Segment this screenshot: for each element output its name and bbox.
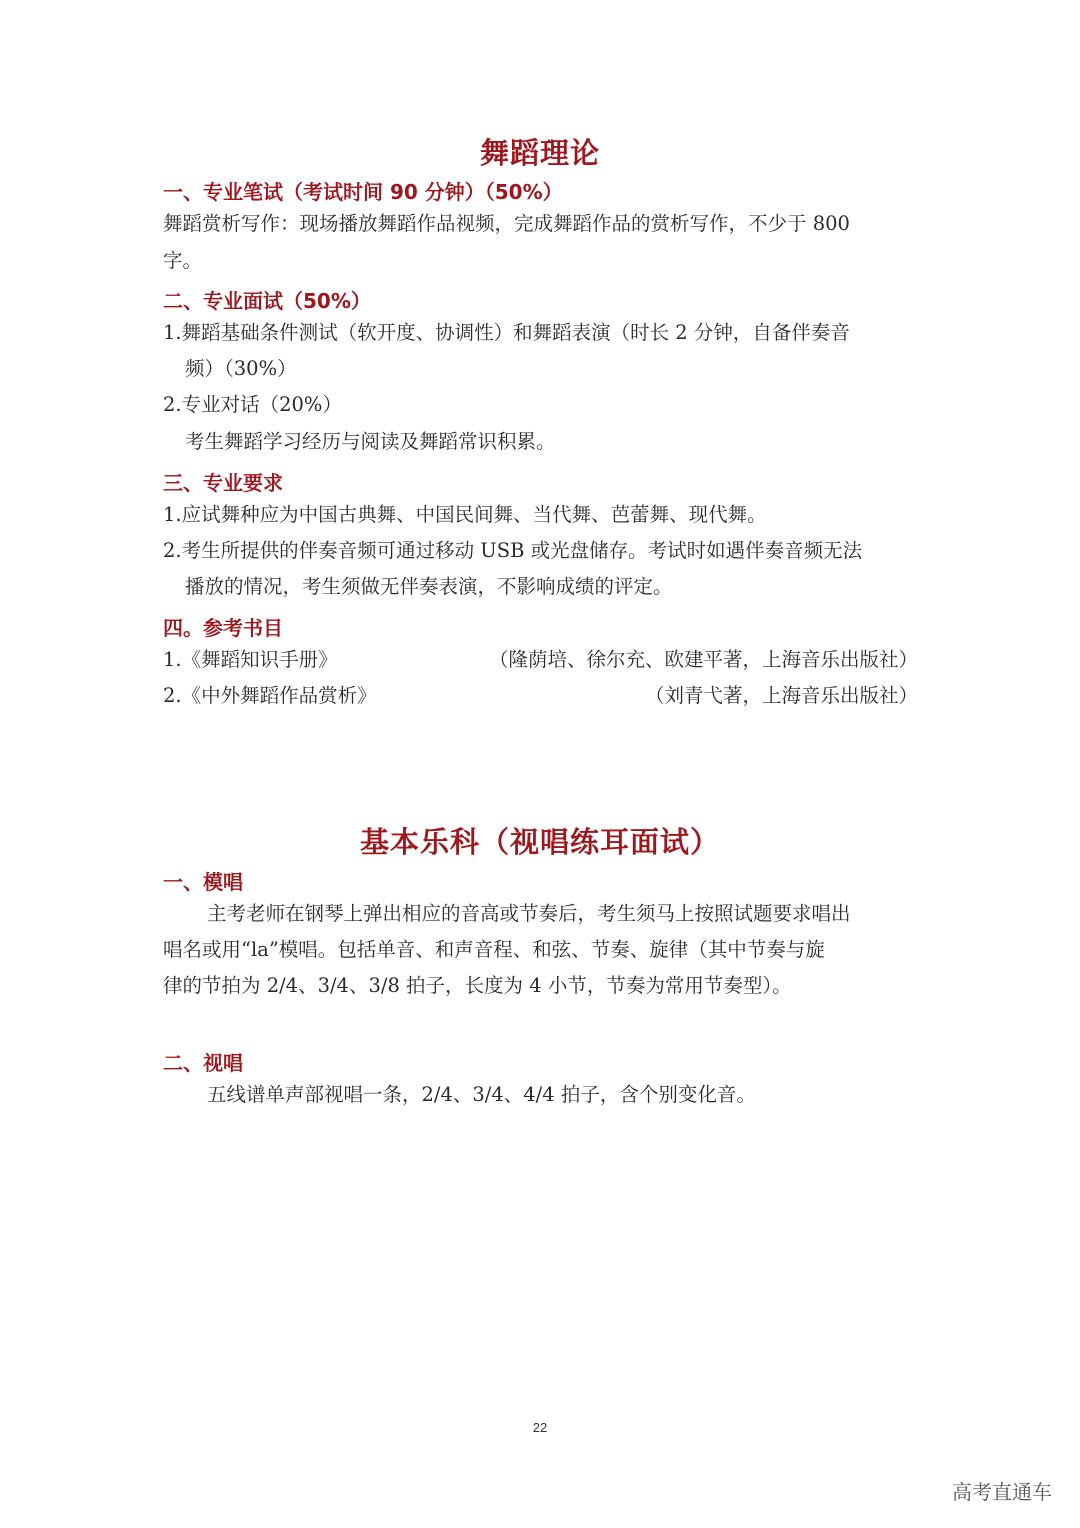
reference-author: （刘青弋著，上海音乐出版社）: [644, 684, 918, 707]
heading-written-exam: 一、专业笔试（考试时间 90 分钟）（50%）: [163, 180, 563, 204]
watermark: 高考直通车: [952, 1480, 1052, 1504]
reference-author: （隆荫培、徐尔充、欧建平著，上海音乐出版社）: [488, 648, 918, 671]
paragraph-line: 主考老师在钢琴上弹出相应的音高或节奏后，考生须马上按照试题要求唱出: [207, 902, 851, 925]
heading-references: 四。参考书目: [163, 616, 283, 640]
list-item: 1.舞蹈基础条件测试（软开度、协调性）和舞蹈表演（时长 2 分钟，自备伴奏音: [163, 321, 850, 344]
paragraph-line: 唱名或用“la”模唱。包括单音、和声音程、和弦、节奏、旋律（其中节奏与旋: [163, 938, 825, 961]
paragraph-line: 五线谱单声部视唱一条，2/4、3/4、4/4 拍子，含个别变化音。: [207, 1083, 756, 1106]
paragraph-line: 舞蹈赏析写作：现场播放舞蹈作品视频，完成舞蹈作品的赏析写作，不少于 800: [163, 212, 850, 235]
heading-sight-singing: 二、视唱: [163, 1051, 243, 1075]
reference-title: 2.《中外舞蹈作品赏析》: [163, 684, 377, 707]
list-item: 2.考生所提供的伴奏音频可通过移动 USB 或光盘储存。考试时如遇伴奏音频无法: [163, 539, 863, 562]
list-item-continuation: 频）（30%）: [185, 357, 297, 380]
reference-title: 1.《舞蹈知识手册》: [163, 648, 338, 671]
page-number: 22: [532, 1420, 548, 1435]
list-item: 1.应试舞种应为中国古典舞、中国民间舞、当代舞、芭蕾舞、现代舞。: [163, 503, 767, 526]
list-item: 2.专业对话（20%）: [163, 393, 342, 416]
list-item-continuation: 考生舞蹈学习经历与阅读及舞蹈常识积累。: [185, 430, 556, 453]
paragraph-line: 律的节拍为 2/4、3/4、3/8 拍子，长度为 4 小节，节奏为常用节奏型）。: [163, 974, 792, 997]
list-item-continuation: 播放的情况，考生须做无伴奏表演，不影响成绩的评定。: [185, 575, 673, 598]
section-title-basic-music: 基本乐科（视唱练耳面试）: [359, 825, 720, 859]
heading-requirements: 三、专业要求: [163, 471, 283, 495]
heading-interview: 二、专业面试（50%）: [163, 289, 371, 313]
heading-imitation-singing: 一、模唱: [163, 870, 243, 894]
section-title-dance-theory: 舞蹈理论: [479, 136, 600, 170]
paragraph-line: 字。: [163, 249, 203, 272]
